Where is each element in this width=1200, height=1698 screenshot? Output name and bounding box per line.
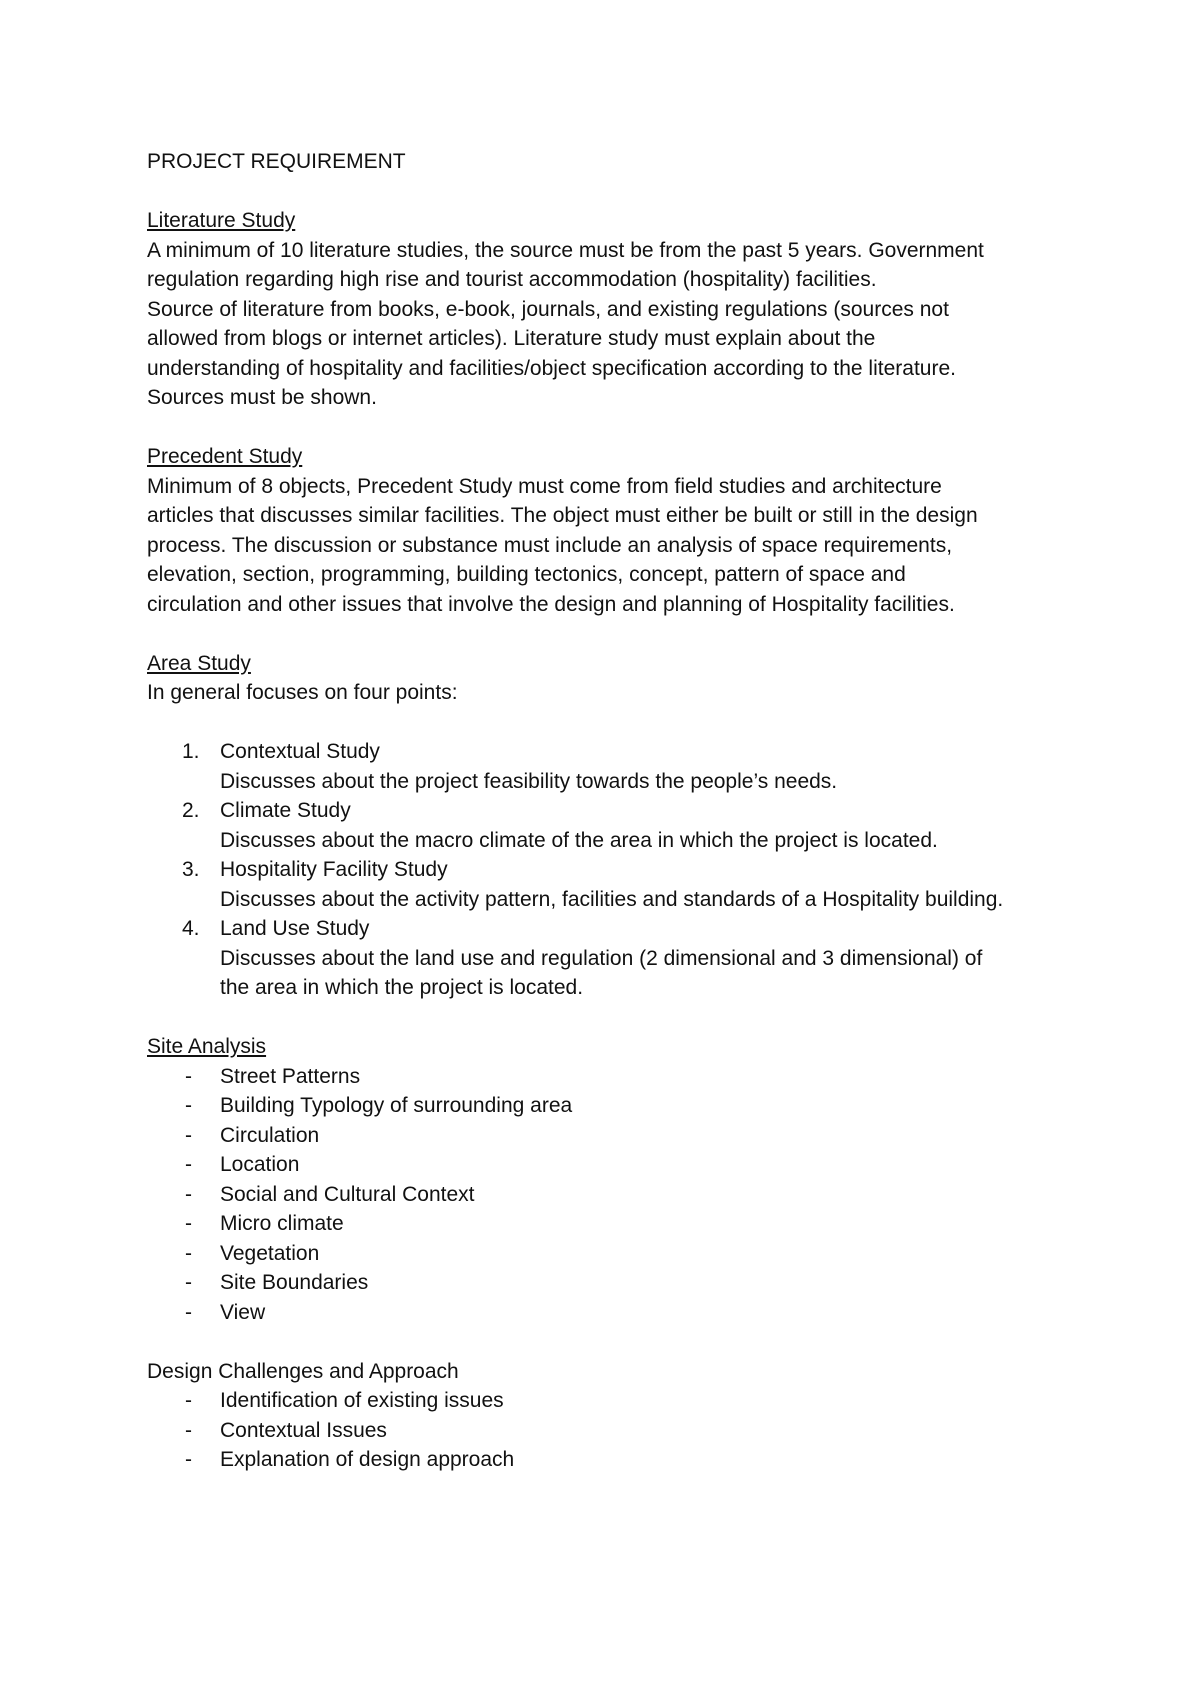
site-item-label: Street Patterns bbox=[220, 1064, 361, 1088]
dash-bullet: - bbox=[185, 1094, 192, 1117]
area-item-description: the area in which the project is located. bbox=[220, 976, 584, 999]
precedent-line: process. The discussion or substance must include an analysis of space requirements, bbox=[147, 533, 953, 557]
area-item-title: Contextual Study bbox=[220, 740, 380, 763]
literature-line: Source of literature from books, e-book, journals, and existing regulations (sources not bbox=[147, 297, 949, 321]
document-page bbox=[147, 147, 1077, 1475]
area-item-title: Climate Study bbox=[220, 799, 351, 822]
site-item-label: Location bbox=[220, 1153, 300, 1176]
literature-line: understanding of hospitality and facilities/object specification according to the literature. bbox=[147, 356, 956, 380]
design-list-item bbox=[147, 1416, 1077, 1446]
area-item-title: Land Use Study bbox=[220, 917, 370, 940]
site-list-item bbox=[147, 1091, 1077, 1121]
area-item-description: Discusses about the project feasibility towards the people’s needs. bbox=[220, 769, 838, 793]
literature-line: A minimum of 10 literature studies, the source must be from the past 5 years. Government bbox=[147, 238, 984, 262]
site-item-label: Building Typology of surrounding area bbox=[220, 1094, 573, 1117]
precedent-line: Minimum of 8 objects, Precedent Study must come from field studies and architecture bbox=[147, 474, 942, 498]
list-number: 1. bbox=[182, 740, 200, 763]
dash-bullet: - bbox=[185, 1271, 192, 1294]
area-section bbox=[147, 649, 1077, 1003]
area-intro: In general focuses on four points: bbox=[147, 681, 458, 704]
literature-line: Sources must be shown. bbox=[147, 386, 377, 409]
literature-section bbox=[147, 206, 1077, 413]
literature-line: regulation regarding high rise and tourist accommodation (hospitality) facilities. bbox=[147, 268, 877, 291]
literature-line: allowed from blogs or internet articles). Literature study must explain about the bbox=[147, 327, 876, 350]
blank-line bbox=[147, 708, 1077, 738]
literature-heading: Literature Study bbox=[147, 209, 296, 232]
site-list-item bbox=[147, 1268, 1077, 1298]
precedent-line: elevation, section, programming, building tectonics, concept, pattern of space and bbox=[147, 563, 906, 586]
precedent-section bbox=[147, 442, 1077, 619]
site-list-item bbox=[147, 1150, 1077, 1180]
area-item-description: Discusses about the macro climate of the area in which the project is located. bbox=[220, 828, 938, 852]
site-section bbox=[147, 1032, 1077, 1327]
area-list-item bbox=[147, 737, 1077, 796]
design-list-item bbox=[147, 1386, 1077, 1416]
area-list-item bbox=[147, 796, 1077, 855]
site-list-item bbox=[147, 1209, 1077, 1239]
site-item-label: View bbox=[220, 1300, 266, 1324]
document-title: PROJECT REQUIREMENT bbox=[147, 150, 406, 173]
dash-bullet: - bbox=[185, 1153, 192, 1176]
dash-bullet: - bbox=[185, 1212, 192, 1235]
dash-bullet: - bbox=[185, 1389, 192, 1412]
list-number: 2. bbox=[182, 799, 200, 822]
design-list bbox=[147, 1386, 1077, 1475]
site-list-item bbox=[147, 1121, 1077, 1151]
design-heading: Design Challenges and Approach bbox=[147, 1359, 459, 1383]
dash-bullet: - bbox=[185, 1182, 192, 1206]
list-number: 4. bbox=[182, 917, 200, 940]
site-item-label: Micro climate bbox=[220, 1212, 344, 1235]
site-item-label: Site Boundaries bbox=[220, 1271, 369, 1294]
site-list-item bbox=[147, 1062, 1077, 1092]
dash-bullet: - bbox=[185, 1123, 192, 1147]
design-item-label: Contextual Issues bbox=[220, 1418, 387, 1442]
area-list-item bbox=[147, 855, 1077, 914]
dash-bullet: - bbox=[185, 1448, 192, 1471]
area-list-item bbox=[147, 914, 1077, 1003]
area-heading: Area Study bbox=[147, 651, 251, 675]
dash-bullet: - bbox=[185, 1241, 192, 1265]
dash-bullet: - bbox=[185, 1418, 192, 1442]
area-list bbox=[147, 737, 1077, 1003]
site-heading: Site Analysis bbox=[147, 1035, 267, 1058]
dash-bullet: - bbox=[185, 1300, 192, 1324]
site-list bbox=[147, 1062, 1077, 1328]
site-list-item bbox=[147, 1239, 1077, 1269]
area-item-title: Hospitality Facility Study bbox=[220, 858, 448, 881]
site-item-label: Vegetation bbox=[220, 1241, 320, 1265]
site-list-item bbox=[147, 1180, 1077, 1210]
precedent-line: articles that discusses similar facilities. The object must either be built or still in the design bbox=[147, 504, 978, 527]
dash-bullet: - bbox=[185, 1064, 192, 1088]
area-item-description: Discusses about the activity pattern, facilities and standards of a Hospitality building. bbox=[220, 887, 1004, 911]
precedent-line: circulation and other issues that involve the design and planning of Hospitality facilities. bbox=[147, 592, 955, 616]
design-item-label: Explanation of design approach bbox=[220, 1448, 515, 1471]
list-number: 3. bbox=[182, 858, 200, 881]
site-item-label: Social and Cultural Context bbox=[220, 1182, 475, 1206]
design-list-item bbox=[147, 1445, 1077, 1475]
area-item-description: Discusses about the land use and regulation (2 dimensional and 3 dimensional) of bbox=[220, 946, 983, 970]
design-section bbox=[147, 1357, 1077, 1475]
site-item-label: Circulation bbox=[220, 1123, 320, 1147]
design-item-label: Identification of existing issues bbox=[220, 1389, 504, 1412]
precedent-heading: Precedent Study bbox=[147, 445, 303, 468]
site-list-item bbox=[147, 1298, 1077, 1328]
